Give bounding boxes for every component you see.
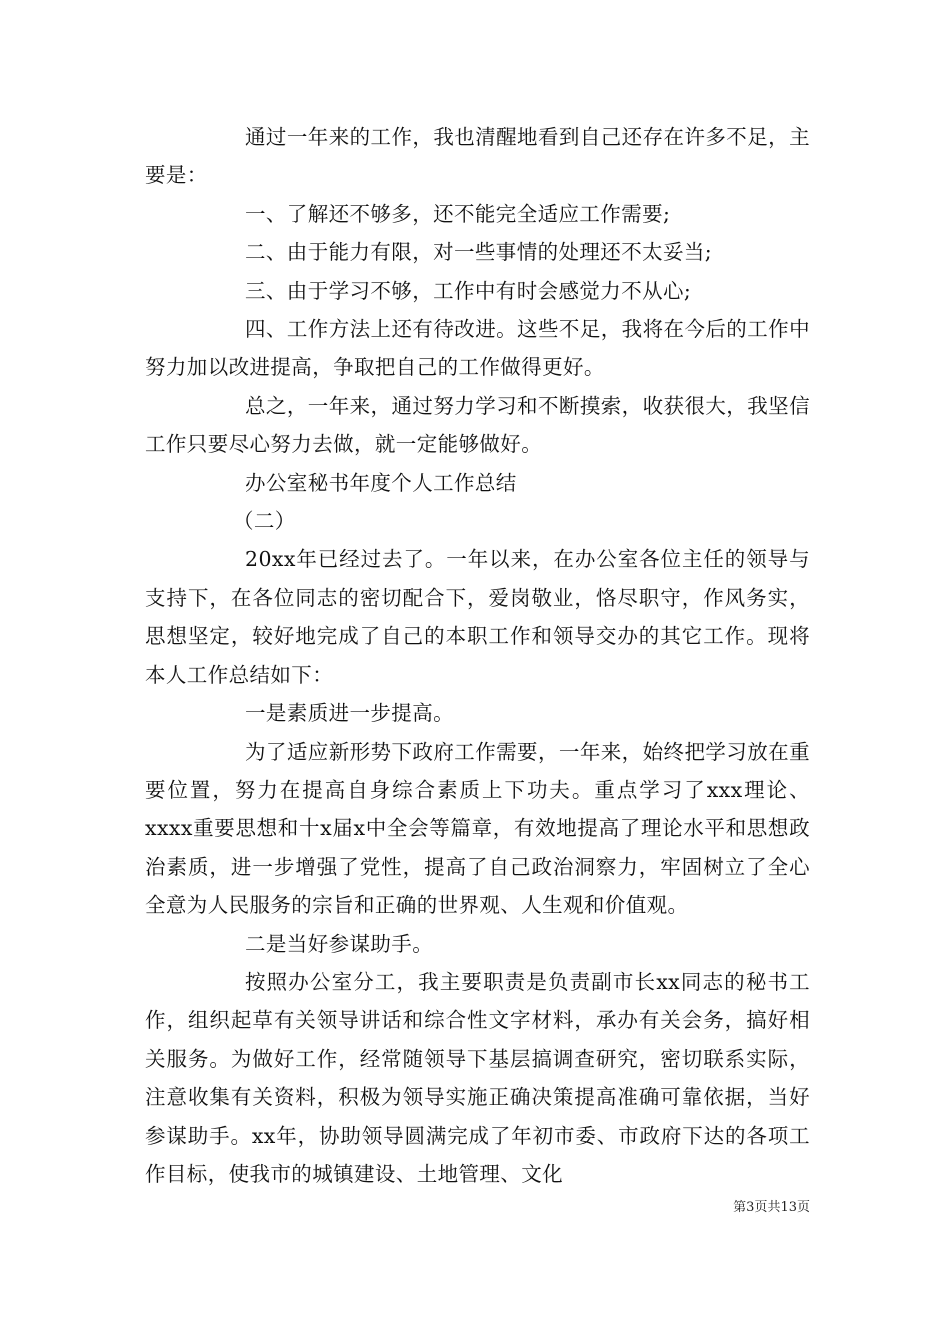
heading-advisor-role: 二是当好参谋助手。 — [245, 931, 434, 956]
paragraph-conclusion: 总之，一年来，通过努力学习和不断摸索，收获很大，我坚信工作只要尽心努力去做，就一定能够做好。 — [145, 393, 810, 457]
paragraph-secretary-duties: 按照办公室分工，我主要职责是负责副市长xx同志的秘书工作，组织起草有关领导讲话和综合性文字材料，承办有关会务，搞好相关服务。为做好工作，经常随领导下基层搞调查研究，密切联系实际，注意收集有关资料，积极为领导实施正确决策提高准确可靠依据，当好参谋助手。xx年，协助领导圆满完成了年初市委、市政府下达的各项工作目标，使我市的城镇建设、土地管理、文化 — [145, 969, 810, 1186]
paragraph-shortcomings-intro: 通过一年来的工作，我也清醒地看到自己还存在许多不足，主要是： — [145, 125, 810, 188]
paragraph-shortcoming-2: 二、由于能力有限，对一些事情的处理还不太妥当; — [245, 240, 713, 265]
document-body — [145, 118, 810, 1193]
section-title: 办公室秘书年度个人工作总结 — [245, 470, 517, 495]
heading-quality-improved: 一是素质进一步提高。 — [245, 701, 454, 726]
paragraph-shortcoming-1: 一、了解还不够多，还不能完全适应工作需要; — [245, 201, 671, 226]
paragraph-study: 为了适应新形势下政府工作需要，一年来，始终把学习放在重要位置，努力在提高自身综合素质上下功夫。重点学习了xxx理论、xxxx重要思想和十x届x中全会等篇章，有效地提高了理论水平和思想政治素质，进一步增强了党性，提高了自己政治洞察力，牢固树立了全心全意为人民服务的宗旨和正确的世界观、人生观和价值观。 — [145, 739, 810, 918]
page-number: 第3页共13页 — [733, 1200, 810, 1215]
paragraph-year-overview: 20xx年已经过去了。一年以来，在办公室各位主任的领导与支持下，在各位同志的密切配合下，爱岗敬业，恪尽职守，作风务实，思想坚定，较好地完成了自己的本职工作和领导交办的其它工作。现将本人工作总结如下： — [145, 547, 810, 687]
section-number: （二） — [233, 509, 296, 534]
paragraph-shortcoming-4: 四、工作方法上还有待改进。这些不足，我将在今后的工作中努力加以改进提高，争取把自己的工作做得更好。 — [145, 317, 810, 380]
paragraph-shortcoming-3: 三、由于学习不够，工作中有时会感觉力不从心; — [245, 278, 692, 303]
